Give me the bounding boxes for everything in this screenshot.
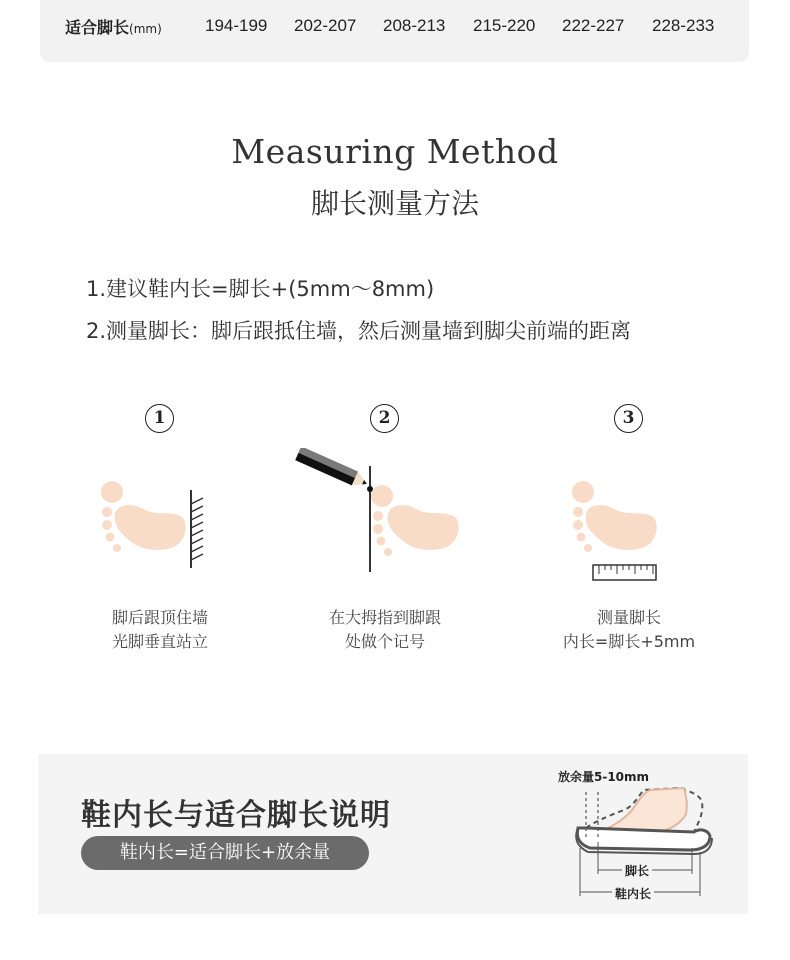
- foot-length-label: 脚长: [622, 862, 652, 879]
- ruler-icon: [568, 478, 668, 584]
- explanation-panel: [38, 754, 748, 914]
- pencil-mark-icon: [290, 448, 465, 576]
- explanation-title: 鞋内长与适合脚长说明: [81, 798, 391, 833]
- step-number-2: 2: [370, 404, 399, 433]
- page-title-en: Measuring Method: [231, 132, 559, 171]
- foot-against-wall-icon: [95, 478, 215, 570]
- step-1-caption: 脚后跟顶住墙 光脚垂直站立: [111, 608, 208, 651]
- step-3-caption: 测量脚长 内长=脚长+5mm: [562, 608, 696, 651]
- page-title-zh: 脚长测量方法: [310, 187, 479, 220]
- rule-2: 2.测量脚长：脚后跟抵住墙，然后测量墙到脚尖前端的距离: [86, 319, 632, 343]
- size-range: 228-233: [652, 16, 715, 35]
- step-number-1: 1: [145, 404, 174, 433]
- size-table: [40, 0, 749, 62]
- size-range: 202-207: [294, 16, 357, 35]
- size-range: 194-199: [205, 16, 268, 35]
- allowance-label: 放余量5-10mm: [558, 770, 650, 784]
- size-range: 215-220: [473, 16, 536, 35]
- size-range: 208-213: [383, 16, 446, 35]
- inner-length-label: 鞋内长: [612, 885, 654, 902]
- size-table-label: 适合脚长(mm): [65, 18, 162, 37]
- step-number-3: 3: [614, 404, 643, 433]
- size-range: 222-227: [562, 16, 625, 35]
- step-2-caption: 在大拇指到脚跟 处做个记号: [328, 608, 441, 651]
- rule-1: 1.建议鞋内长=脚长+(5mm～8mm): [86, 277, 435, 301]
- formula-badge: 鞋内长=适合脚长+放余量: [81, 836, 369, 870]
